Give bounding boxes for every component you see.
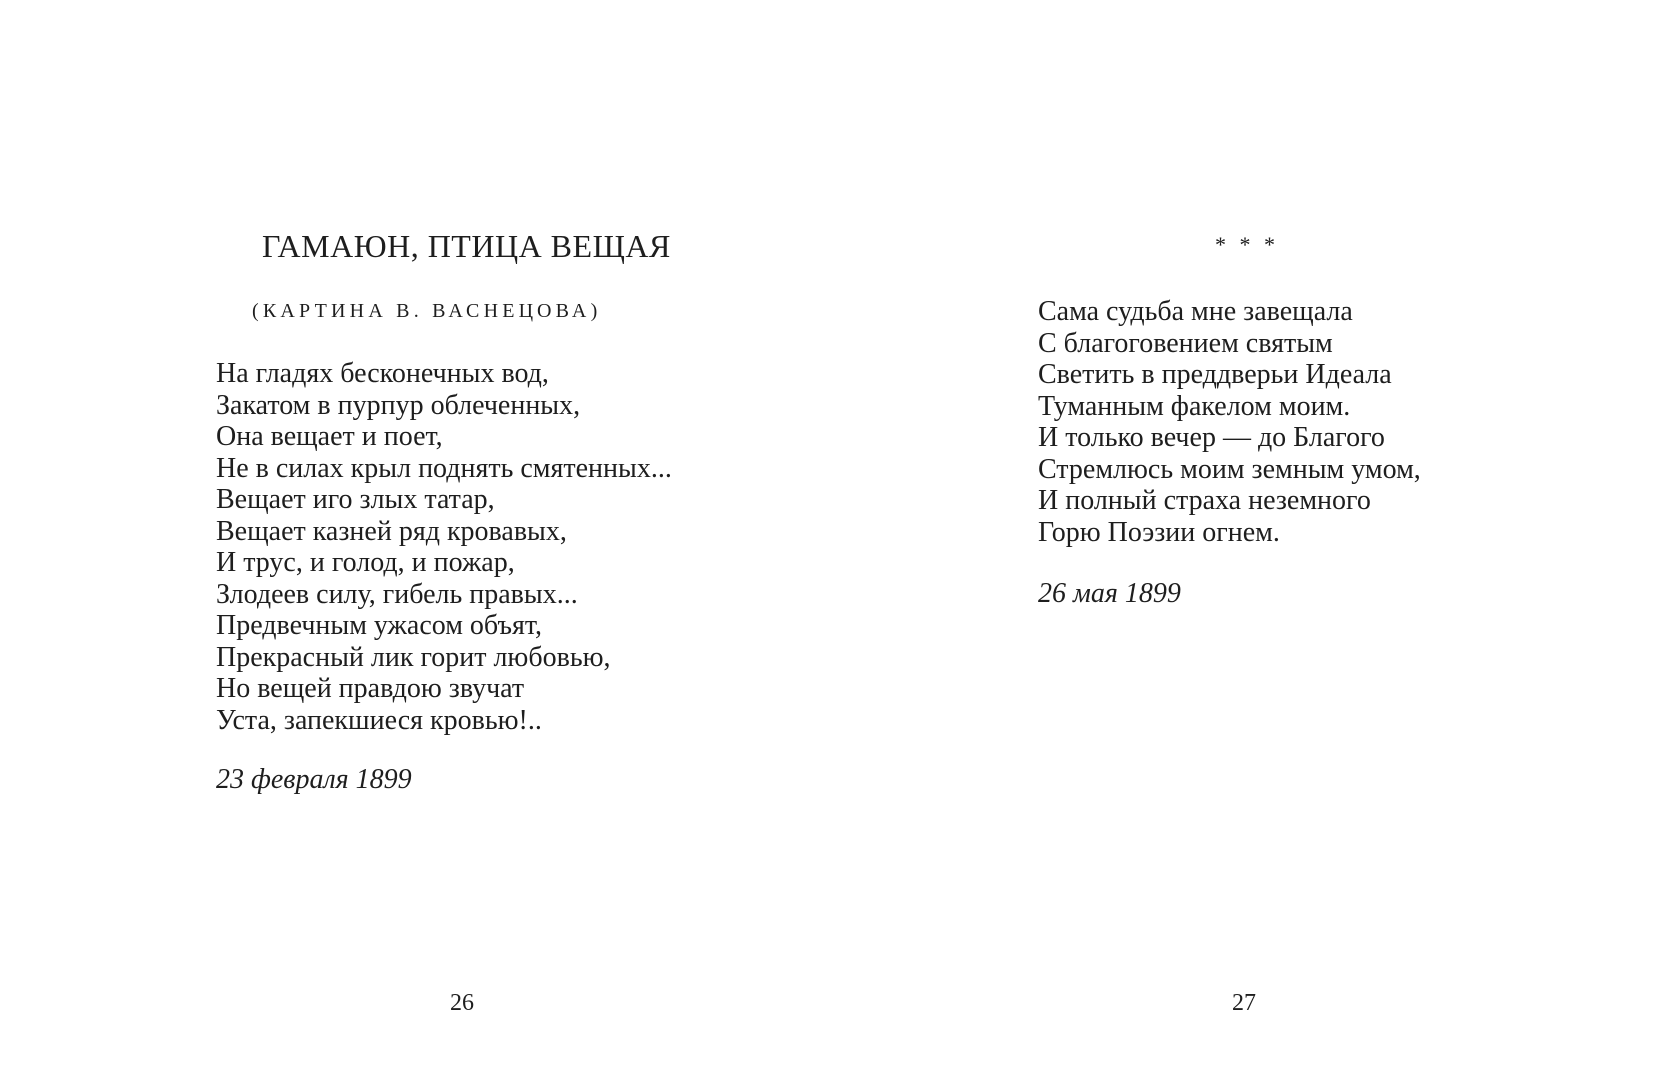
- poem-line: Туманным факелом моим.: [1038, 390, 1351, 422]
- page-number: 27: [1232, 990, 1256, 1016]
- poem-line: Не в силах крыл поднять смятенных...: [216, 452, 672, 484]
- poem-line: И трус, и голод, и пожар,: [216, 547, 515, 578]
- poem-line: Стремлюсь моим земным умом,: [1038, 453, 1421, 485]
- poem-line: Уста, запекшиеся кровью!..: [216, 704, 542, 736]
- poem-line: Закатом в пурпур облеченных,: [216, 389, 581, 421]
- poem-stanza: [216, 358, 672, 736]
- poem-line: И только вечер — до Благого: [1038, 422, 1385, 453]
- page-number: 26: [450, 990, 474, 1016]
- right-page: [830, 0, 1659, 1080]
- poem-title: ГАМАЮН, ПТИЦА ВЕЩАЯ: [262, 228, 671, 264]
- poem-date: 26 мая 1899: [1038, 578, 1181, 609]
- poem-line: Прекрасный лик горит любовью,: [216, 641, 611, 673]
- poem-line: Светить в преддверьи Идеала: [1038, 359, 1392, 390]
- poem-line: Горю Поэзии огнем.: [1038, 516, 1280, 548]
- poem-line: С благоговением святым: [1038, 327, 1333, 359]
- poem-line: Сама судьба мне завещала: [1038, 296, 1353, 327]
- poem-line: Злодеев силу, гибель правых...: [216, 578, 578, 610]
- poem-line: Но вещей правдою звучат: [216, 673, 525, 704]
- poem-line: И полный страха неземного: [1038, 485, 1371, 516]
- poem-line: На гладях бесконечных вод,: [216, 358, 549, 389]
- poem-line: Предвечным ужасом объят,: [216, 610, 542, 641]
- poem-date: 23 февраля 1899: [216, 764, 412, 795]
- poem-subtitle: (КАРТИНА В. ВАСНЕЦОВА): [252, 300, 602, 322]
- poem-line: Вещает казней ряд кровавых,: [216, 515, 567, 547]
- poem-line: Она вещает и поет,: [216, 421, 443, 452]
- poem-line: Вещает иго злых татар,: [216, 484, 495, 515]
- asterism-separator: * * *: [1215, 232, 1279, 257]
- poem-stanza: [1038, 296, 1421, 548]
